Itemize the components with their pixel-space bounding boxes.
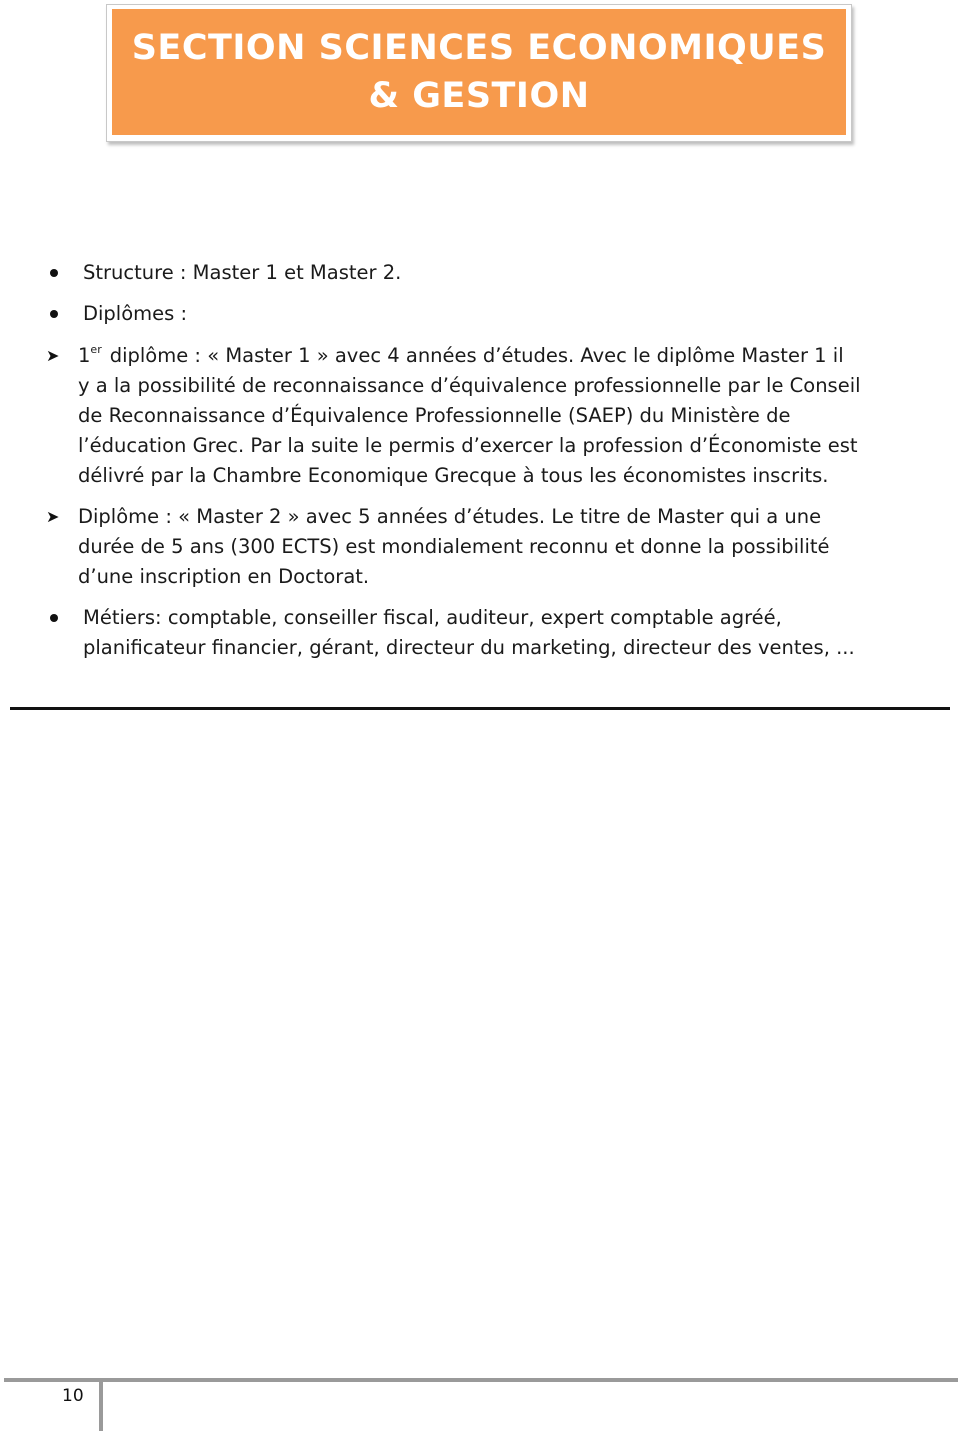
master1-line-2: y a la possibilité de reconnaissance d’équivalence professionnelle par le Conseil — [78, 374, 861, 397]
master2-line-2: durée de 5 ans (300 ECTS) est mondialement reconnu et donne la possibilité — [78, 535, 830, 558]
bullet-dot-icon — [50, 269, 58, 277]
horizontal-rule — [10, 707, 950, 710]
master1-number: 1 — [78, 344, 91, 367]
master2-line-3: d’une inscription en Doctorat. — [78, 565, 370, 588]
master1-line-1 — [78, 341, 861, 371]
section-title-box — [106, 4, 852, 142]
master1-line-3: de Reconnaissance d’Équivalence Professionnelle (SAEP) du Ministère de — [78, 404, 791, 427]
section-title-line-1: SECTION SCIENCES ECONOMIQUES — [131, 28, 827, 68]
arrow-bullet-icon: ➤ — [46, 346, 60, 365]
bullet-dot-icon — [50, 614, 58, 622]
master1-line-1-text: diplôme : « Master 1 » avec 4 années d’études. Avec le diplôme Master 1 il — [109, 344, 844, 367]
footer-rule — [4, 1378, 958, 1382]
master1-line-5: délivré par la Chambre Economique Grecque à tous les économistes inscrits. — [78, 464, 829, 487]
master1-superscript: er — [90, 343, 102, 356]
list-item-metiers — [83, 603, 855, 663]
list-item-master-1 — [78, 341, 861, 491]
arrow-bullet-icon: ➤ — [46, 507, 60, 526]
diplomes-label: Diplômes : — [83, 302, 188, 325]
section-title-line-2: & GESTION — [368, 76, 590, 116]
metiers-line-1: Métiers: comptable, conseiller fiscal, auditeur, expert comptable agréé, — [83, 606, 782, 629]
master1-line-4: l’éducation Grec. Par la suite le permis d’exercer la profession d’Économiste est — [78, 434, 858, 457]
list-item-structure — [83, 258, 401, 288]
list-item-diplomes — [83, 299, 187, 329]
footer-vertical-rule — [99, 1378, 103, 1431]
structure-text: Structure : Master 1 et Master 2. — [83, 261, 402, 284]
list-item-master-2 — [78, 502, 830, 592]
bullet-dot-icon — [50, 310, 58, 318]
page-number: 10 — [62, 1386, 84, 1406]
metiers-line-2: planificateur financier, gérant, directeur du marketing, directeur des ventes, ... — [83, 636, 855, 659]
master2-line-1: Diplôme : « Master 2 » avec 5 années d’études. Le titre de Master qui a une — [78, 505, 822, 528]
section-title-banner — [112, 9, 846, 135]
